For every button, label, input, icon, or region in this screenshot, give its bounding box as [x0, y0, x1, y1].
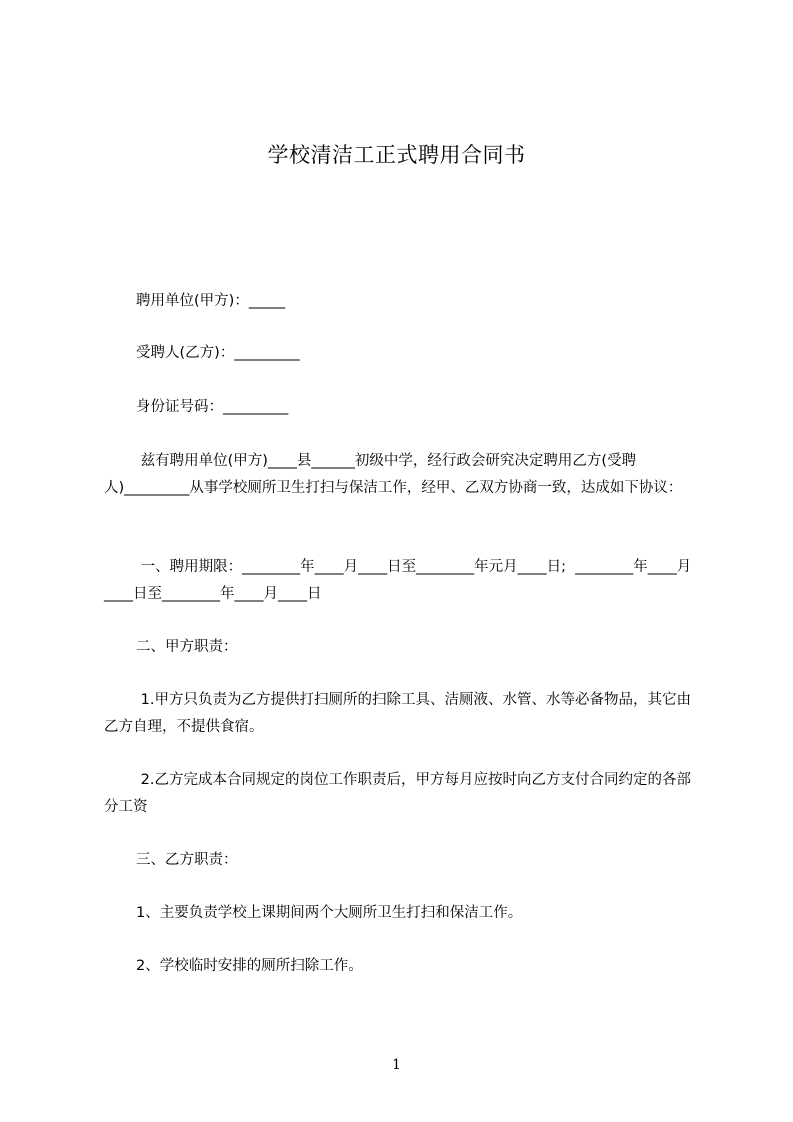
party-a-heading: 二、甲方职责： [136, 639, 238, 655]
id-number-line: 身份证号码：_________ [136, 399, 289, 415]
party-b-item-1: 1、主要负责学校上课期间两个大厕所卫生打扫和保洁工作。 [136, 905, 523, 921]
party-a-item-2: 2.乙方完成本合同规定的岗位工作职责后，甲方每月应按时向乙方支付合同约定的各部分工资 [104, 772, 691, 815]
page-number: 1 [392, 1057, 401, 1073]
party-a-item-1: 1.甲方只负责为乙方提供打扫厕所的扫除工具、洁厕液、水管、水等必备物品，其它由乙方自理，不提供食宿。 [104, 692, 691, 735]
intro-paragraph: 兹有聘用单位(甲方)____县______初级中学，经行政会研究决定聘用乙方(受聘人)_________从事学校厕所卫生打扫与保洁工作，经甲、乙双方协商一致，达成如下协议： [104, 453, 683, 496]
party-b-item-2: 2、学校临时安排的厕所扫除工作。 [136, 958, 363, 974]
employee-line: 受聘人(乙方)：_________ [136, 345, 300, 361]
document-title: 学校清洁工正式聘用合同书 [267, 143, 526, 167]
employer-line: 聘用单位(甲方)：_____ [136, 293, 286, 309]
party-b-heading: 三、乙方职责： [136, 852, 238, 868]
term-paragraph: 一、聘用期限：________年____月____日至________年元月____日; ________年____月____日至________年____月____日 [104, 559, 692, 602]
